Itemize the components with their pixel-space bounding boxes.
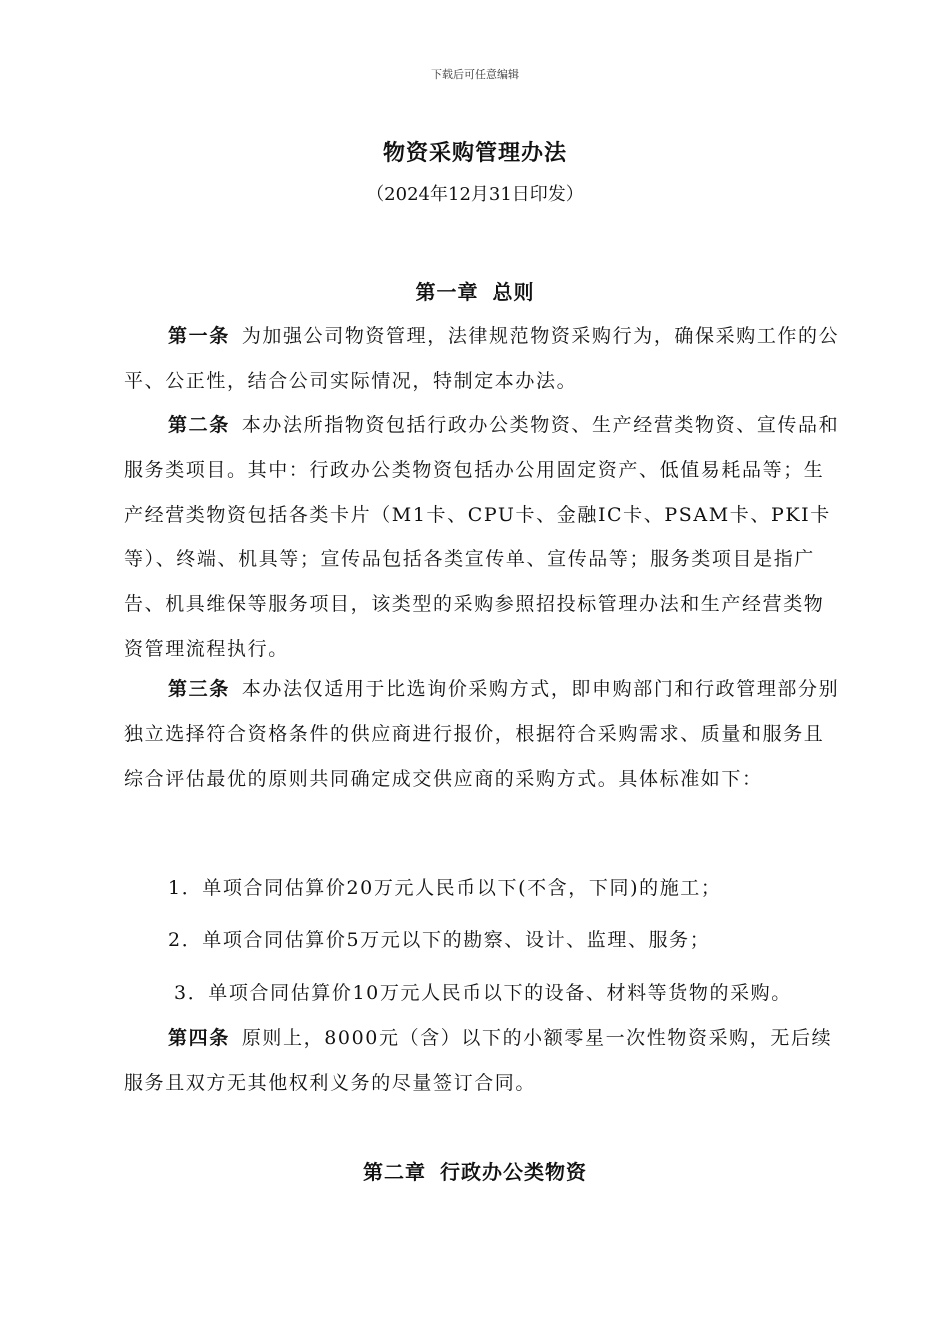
chapter-2-name: 行政办公类物资 <box>440 1160 587 1184</box>
article-3-label: 第三条 <box>168 678 230 700</box>
article-3-text: 本办法仅适用于比选询价采购方式，即申购部门和行政管理部分别独立选择符合资格条件的供应商进行报价，根据符合采购需求、质量和服务且综合评估最优的原则共同确定成交供应商的采购方式。具体标准如下： <box>124 678 840 790</box>
article-4 <box>124 1016 844 1106</box>
article-4-text: 原则上，8000元（含）以下的小额零星一次性物资采购，无后续服务且双方无其他权利义务的尽量签订合同。 <box>124 1027 833 1094</box>
article-2-text: 本办法所指物资包括行政办公类物资、生产经营类物资、宣传品和服务类项目。其中：行政办公类物资包括办公用固定资产、低值易耗品等；生产经营类物资包括各类卡片（M1卡、CPU卡、金融IC卡、PSAM卡、PKI卡等）、终端、机具等；宣传品包括各类宣传单、宣传品等；服务类项目是指广告、机具维保等服务项目，该类型的采购参照招投标管理办法和生产经营类物资管理流程执行。 <box>124 414 840 660</box>
document-title: 物资采购管理办法 <box>382 140 567 166</box>
list-item: 1．单项合同估算价20万元人民币以下(不含，下同)的施工； <box>168 877 722 899</box>
article-2-label: 第二条 <box>168 414 230 436</box>
chapter-2-heading <box>0 1156 950 1185</box>
chapter-1-number: 第一章 <box>415 280 479 304</box>
header-note: 下载后可任意编辑 <box>431 68 519 81</box>
article-1-label: 第一条 <box>168 325 230 347</box>
chapter-1-name: 总则 <box>492 280 535 304</box>
article-1-text: 为加强公司物资管理，法律规范物资采购行为，确保采购工作的公平、公正性，结合公司实际情况，特制定本办法。 <box>124 325 840 392</box>
article-4-label: 第四条 <box>168 1027 230 1049</box>
list-item: 2．单项合同估算价5万元以下的勘察、设计、监理、服务； <box>168 929 711 951</box>
article-1 <box>124 314 844 404</box>
issue-date: （2024年12月31日印发） <box>366 184 584 205</box>
chapter-2-number: 第二章 <box>363 1160 426 1184</box>
article-2 <box>124 403 844 672</box>
chapter-1-heading <box>0 276 950 305</box>
list-item: 3．单项合同估算价10万元人民币以下的设备、材料等货物的采购。 <box>174 982 792 1004</box>
article-3 <box>124 667 844 801</box>
